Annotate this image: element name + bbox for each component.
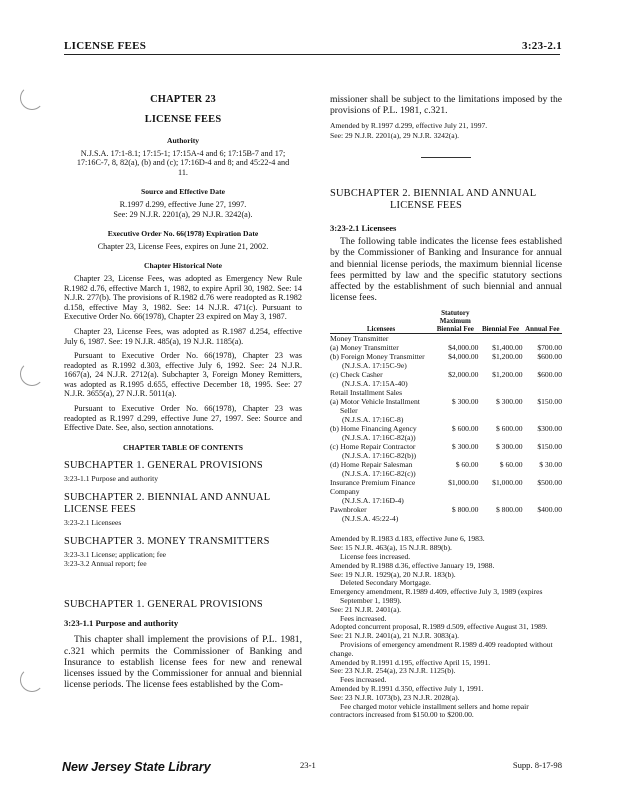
history-line: Deleted Secondary Mortgage.: [340, 578, 431, 588]
history-paragraph: Chapter 23, License Fees, was adopted as Emergency New Rule R.1982 d.76, effective March 1, 1982, to expire April 30, 1982. See: 14 N.J.R. 277(b). The provisions of R.1982 d.76 were readopted as R.1982 d.158, effective May 3, 1982. See: 14 N.J.R. 471(c). Pursuant to Executive Order No. 66(1978), Chapter 23 expired on May 3, 1987.: [64, 273, 302, 322]
history-paragraph: Pursuant to Executive Order No. 66(1978), Chapter 23 was readopted as R.1997 d.299, effective June 27, 1997. See: Source and Effective Date. See, also, section annotations.: [64, 404, 302, 433]
fee-cell: $ 300.00: [495, 442, 523, 452]
table-of-contents: [64, 460, 302, 568]
licensee-cell: (b) Foreign Money Transmitter: [330, 352, 425, 362]
toc-subchapter[interactable]: SUBCHAPTER 1. GENERAL PROVISIONS: [64, 460, 263, 472]
table-row: [330, 361, 562, 370]
history-line: Amended by R.1988 d.36, effective January 19, 1988.: [330, 560, 495, 570]
section-1-1-text: This chapter shall implement the provisions of P.L. 1981, c.321 which permits the Commissioner of Banking and Insurance to establish license fees for new and renewal licenses issued by the Commissioner for annual and biennial license periods. The license fees established by the Com-: [64, 634, 302, 691]
fee-cell: [432, 433, 478, 442]
column-header: Biennial Fee: [481, 325, 520, 334]
column-header: Annual Fee: [525, 325, 560, 334]
historical-note: [64, 274, 302, 433]
licensee-cell: (a) Money Transmitter: [330, 343, 399, 353]
amendment-history: [330, 535, 562, 720]
toc-heading: CHAPTER TABLE OF CONTENTS: [123, 442, 243, 452]
fee-cell: $ 300.00: [451, 397, 479, 407]
fee-cell: [478, 469, 522, 478]
page-number: 23-1: [300, 760, 316, 770]
section-divider: [421, 157, 471, 158]
library-stamp: New Jersey State Library: [62, 760, 211, 774]
fee-cell: [432, 415, 478, 424]
amendment-note: Amended by R.1997 d.299, effective July 21, 1997.: [330, 121, 488, 131]
fee-cell: $1,200.00: [492, 352, 523, 362]
license-fee-table: [330, 309, 562, 523]
table-row: [330, 370, 562, 379]
fee-cell: $4,000.00: [448, 343, 479, 353]
table-row: [330, 496, 562, 505]
fee-cell: $ 600.00: [451, 424, 479, 434]
punch-hole-mark: [20, 86, 44, 110]
fee-cell: $ 300.00: [495, 397, 523, 407]
fee-cell: [523, 433, 562, 442]
fee-cell: $150.00: [537, 442, 562, 452]
fee-cell: $ 60.00: [499, 460, 523, 470]
source-text: R.1997 d.299, effective June 27, 1997.: [119, 199, 247, 209]
fee-cell: $ 800.00: [451, 505, 479, 515]
header-rule: [64, 54, 560, 55]
licensee-cell: Insurance Premium Finance Company: [330, 478, 416, 497]
licensee-cell: (N.J.S.A. 45:22-4): [342, 514, 399, 524]
history-line: Emergency amendment, R.1989 d.409, effective July 3, 1989 (expires September 1, 1989).: [330, 587, 543, 605]
licensee-cell: Pawnbroker: [330, 505, 367, 515]
history-line: See: 23 N.J.R. 1073(b), 23 N.J.R. 2028(a).: [330, 692, 460, 702]
punch-hole-mark: [20, 362, 44, 386]
fee-cell: [523, 415, 562, 424]
table-row: [330, 397, 562, 415]
table-row: [330, 343, 562, 352]
licensee-cell: (N.J.S.A. 17:16C-82(a)): [342, 433, 416, 443]
right-column: [330, 94, 562, 720]
table-row: [330, 442, 562, 451]
licensee-cell: (N.J.S.A. 17:15C-9e): [342, 361, 407, 371]
authority-heading: Authority: [166, 136, 200, 145]
history-line: Fees increased.: [340, 675, 387, 685]
table-row: [330, 514, 562, 523]
table-row: [330, 334, 562, 344]
fee-cell: $1,000.00: [448, 478, 479, 488]
history-paragraph: Chapter 23, License Fees, was adopted as R.1987 d.254, effective July 6, 1987. See: 19 N.J.R. 485(a), 19 N.J.R. 1185(a).: [64, 326, 302, 346]
history-line: See: 23 N.J.R. 254(a), 23 N.J.R. 1125(b).: [330, 666, 456, 676]
running-header-section: 3:23-2.1: [522, 40, 562, 52]
supplement-date: Supp. 8-17-98: [512, 760, 562, 770]
licensee-cell: (b) Home Financing Agency: [330, 424, 417, 434]
history-line: Provisions of emergency amendment R.1989 d.409 readopted without change.: [330, 639, 553, 658]
table-row: [330, 352, 562, 361]
punch-hole-mark: [20, 668, 44, 692]
fee-cell: [432, 514, 478, 523]
history-line: See: 15 N.J.R. 463(a), 15 N.J.R. 889(b).: [330, 543, 452, 553]
column-header: Licensees: [366, 325, 396, 334]
fee-cell: [478, 451, 522, 460]
history-line: Amended by R.1991 d.195, effective April 15, 1991.: [330, 657, 491, 667]
fee-cell: $ 600.00: [495, 424, 523, 434]
licensee-cell: (N.J.S.A. 17:15A-40): [342, 379, 408, 389]
continued-text: missioner shall be subject to the limitations imposed by the provisions of P.L. 1981, c.321.: [330, 94, 562, 117]
fee-cell: [478, 388, 522, 397]
table-row: [330, 478, 562, 496]
toc-item[interactable]: 3:23-3.1 License; application; fee: [64, 549, 167, 559]
section-1-1-heading: 3:23-1.1 Purpose and authority: [64, 617, 179, 628]
fee-cell: $600.00: [537, 370, 562, 380]
fee-cell: $1,400.00: [492, 343, 523, 353]
fee-cell: [432, 361, 478, 370]
licensee-cell: (c) Check Casher: [330, 370, 383, 380]
table-row: [330, 424, 562, 433]
fee-cell: [478, 433, 522, 442]
fee-cell: $700.00: [537, 343, 562, 353]
fee-cell: [478, 361, 522, 370]
fee-cell: $1,000.00: [492, 478, 523, 488]
column-header: Statutory Maximum Biennial Fee: [436, 309, 474, 334]
source-heading: Source and Effective Date: [140, 187, 225, 197]
fee-cell: $ 30.00: [539, 460, 562, 470]
fee-cell: [523, 334, 562, 344]
fee-cell: $ 300.00: [451, 442, 479, 452]
licensee-cell: (d) Home Repair Salesman: [330, 460, 413, 470]
fee-cell: [478, 496, 522, 505]
toc-item[interactable]: 3:23-2.1 Licensees: [64, 518, 122, 528]
fee-cell: $4,000.00: [448, 352, 479, 362]
fee-cell: [432, 379, 478, 388]
fee-cell: [478, 334, 522, 344]
history-line: Adopted concurrent proposal, R.1989 d.509, effective August 31, 1989.: [330, 622, 548, 632]
table-row: [330, 451, 562, 460]
fee-cell: [478, 415, 522, 424]
exec-order-text: Chapter 23, License Fees, expires on June 21, 2002.: [97, 241, 269, 251]
source-see: See: 29 N.J.R. 2201(a), 29 N.J.R. 3242(a).: [113, 209, 253, 219]
history-line: See: 19 N.J.R. 1929(a), 20 N.J.R. 183(b).: [330, 569, 456, 579]
history-line: Fees increased.: [340, 613, 387, 623]
table-row: [330, 505, 562, 514]
fee-cell: $ 800.00: [495, 505, 523, 515]
table-row: [330, 415, 562, 424]
authority-text: N.J.S.A. 17:1-8.1; 17:15-1; 17:15A-4 and 6; 17:15B-7 and 17; 17:16C-7, 8, 82(a), (b) and (c); 17:16D-4 and 8; and 45:22-4 and 11.: [76, 148, 290, 177]
table-row: [330, 433, 562, 442]
table-row: [330, 379, 562, 388]
left-column: [64, 94, 302, 690]
fee-cell: [523, 451, 562, 460]
fee-cell: [432, 334, 478, 344]
fee-cell: [478, 379, 522, 388]
table-header-row: [330, 309, 562, 334]
history-line: See: 21 N.J.R. 2401(a), 21 N.J.R. 3083(a).: [330, 631, 460, 641]
history-heading: Chapter Historical Note: [144, 261, 222, 271]
toc-subchapter[interactable]: SUBCHAPTER 2. BIENNIAL AND ANNUAL LICENSE FEES: [64, 492, 270, 516]
chapter-number: CHAPTER 23: [150, 94, 216, 105]
amendment-see: See: 29 N.J.R. 2201(a), 29 N.J.R. 3242(a).: [330, 131, 460, 140]
fee-cell: $600.00: [537, 352, 562, 362]
subchapter-1-heading: SUBCHAPTER 1. GENERAL PROVISIONS: [64, 598, 263, 610]
history-line: Amended by R.1991 d.350, effective July 1, 1991.: [330, 683, 484, 693]
licensee-cell: (c) Home Repair Contractor: [330, 442, 416, 452]
licensee-cell: (N.J.S.A. 17:16C-82(c)): [342, 469, 416, 479]
history-line: Fee charged motor vehicle installment sellers and home repair contractors increased from $150.00 to $200.00.: [330, 701, 529, 720]
history-line: Amended by R.1983 d.183, effective June 6, 1983.: [330, 534, 485, 544]
section-2-1-text: The following table indicates the license fees established by the Commissioner of Banking and Insurance for annual and biennial license periods, the maximum biennial license fees permitted by law and the specific statutory sections affected by the establishment of such biennial and annual license fees.: [330, 236, 562, 304]
fee-cell: $300.00: [537, 424, 562, 434]
licensee-cell: Retail Installment Sales: [330, 388, 403, 398]
fee-cell: [523, 514, 562, 523]
toc-item[interactable]: 3:23-1.1 Purpose and authority: [64, 474, 159, 484]
fee-cell: [523, 379, 562, 388]
fee-cell: $ 60.00: [455, 460, 479, 470]
fee-cell: [478, 514, 522, 523]
toc-subchapter[interactable]: SUBCHAPTER 3. MONEY TRANSMITTERS: [64, 535, 270, 547]
section-2-1-heading: 3:23-2.1 Licensees: [330, 222, 397, 233]
licensee-cell: (N.J.S.A. 17:16C-82(b)): [342, 451, 417, 461]
table-row: [330, 388, 562, 397]
table-row: [330, 469, 562, 478]
fee-cell: [432, 451, 478, 460]
subchapter-2-heading: SUBCHAPTER 2. BIENNIAL AND ANNUAL LICENSE FEES: [330, 187, 536, 211]
exec-order-heading: Executive Order No. 66(1978) Expiration Date: [107, 229, 259, 239]
fee-cell: [432, 496, 478, 505]
table-row: [330, 460, 562, 469]
history-line: See: 21 N.J.R. 2401(a).: [330, 604, 402, 614]
fee-cell: $150.00: [537, 397, 562, 407]
toc-item[interactable]: 3:23-3.2 Annual report; fee: [64, 559, 147, 569]
chapter-title: LICENSE FEES: [144, 114, 222, 125]
running-header-title: LICENSE FEES: [64, 40, 147, 52]
history-paragraph: Pursuant to Executive Order No. 66(1978), Chapter 23 was readopted as R.1992 d.303, effective July 6, 1992. See: 24 N.J.R. 1667(a), 24 N.J.R. 2712(a). Subchapter 3, Foreign Money Remitters, was adopted as R.1995 d.655, effective December 18, 1995. See: 27 N.J.R. 3655(a), 27 N.J.R. 5011(a).: [64, 351, 302, 399]
licensee-cell: Money Transmitter: [330, 334, 389, 344]
fee-cell: $500.00: [537, 478, 562, 488]
fee-cell: [523, 469, 562, 478]
fee-cell: $1,200.00: [492, 370, 523, 380]
fee-cell: [523, 361, 562, 370]
fee-cell: $2,000.00: [448, 370, 479, 380]
history-line: License fees increased.: [340, 552, 411, 561]
fee-cell: $400.00: [537, 505, 562, 515]
fee-cell: [523, 388, 562, 397]
licensee-cell: (a) Motor Vehicle Installment Seller: [330, 397, 420, 416]
fee-cell: [523, 496, 562, 505]
fee-cell: [432, 469, 478, 478]
licensee-cell: (N.J.S.A. 17:16C-8): [342, 415, 404, 425]
fee-cell: [432, 388, 478, 397]
licensee-cell: (N.J.S.A. 17:16D-4): [342, 496, 404, 506]
